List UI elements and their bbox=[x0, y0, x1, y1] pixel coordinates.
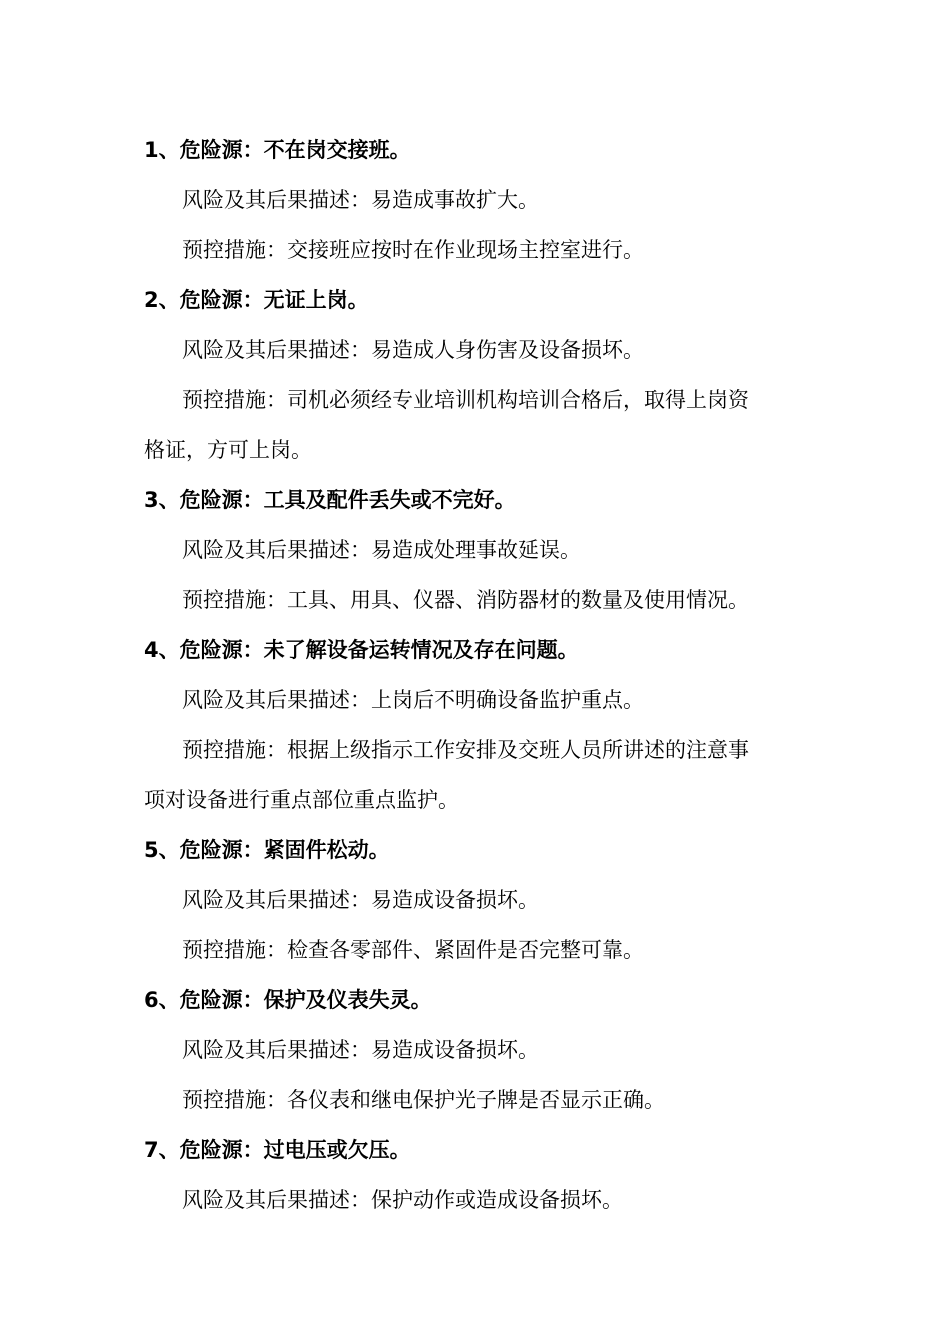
control-measure-2: 预控措施：司机必须经专业培训机构培训合格后，取得上岗资 bbox=[182, 388, 749, 412]
control-measure-4-continued: 项对设备进行重点部位重点监护。 bbox=[144, 788, 459, 812]
control-measure-3: 预控措施：工具、用具、仪器、消防器材的数量及使用情况。 bbox=[182, 588, 749, 612]
control-measure-4: 预控措施：根据上级指示工作安排及交班人员所讲述的注意事 bbox=[182, 738, 749, 762]
risk-description-3: 风险及其后果描述：易造成处理事故延误。 bbox=[182, 538, 581, 562]
risk-description-7: 风险及其后果描述：保护动作或造成设备损坏。 bbox=[182, 1188, 623, 1212]
hazard-heading-6: 6、危险源：保护及仪表失灵。 bbox=[144, 988, 432, 1012]
control-measure-5: 预控措施：检查各零部件、紧固件是否完整可靠。 bbox=[182, 938, 644, 962]
hazard-heading-1: 1、危险源：不在岗交接班。 bbox=[144, 138, 411, 162]
hazard-heading-3: 3、危险源：工具及配件丢失或不完好。 bbox=[144, 488, 516, 512]
control-measure-6: 预控措施：各仪表和继电保护光子牌是否显示正确。 bbox=[182, 1088, 665, 1112]
control-measure-1: 预控措施：交接班应按时在作业现场主控室进行。 bbox=[182, 238, 644, 262]
risk-description-5: 风险及其后果描述：易造成设备损坏。 bbox=[182, 888, 539, 912]
hazard-heading-7: 7、危险源：过电压或欠压。 bbox=[144, 1138, 411, 1162]
control-measure-2-continued: 格证，方可上岗。 bbox=[144, 438, 312, 462]
risk-description-4: 风险及其后果描述：上岗后不明确设备监护重点。 bbox=[182, 688, 644, 712]
hazard-heading-4: 4、危险源：未了解设备运转情况及存在问题。 bbox=[144, 638, 579, 662]
hazard-heading-2: 2、危险源：无证上岗。 bbox=[144, 288, 369, 312]
risk-description-1: 风险及其后果描述：易造成事故扩大。 bbox=[182, 188, 539, 212]
risk-description-6: 风险及其后果描述：易造成设备损坏。 bbox=[182, 1038, 539, 1062]
document-body bbox=[144, 125, 814, 1225]
risk-description-2: 风险及其后果描述：易造成人身伤害及设备损坏。 bbox=[182, 338, 644, 362]
hazard-heading-5: 5、危险源：紧固件松动。 bbox=[144, 838, 390, 862]
